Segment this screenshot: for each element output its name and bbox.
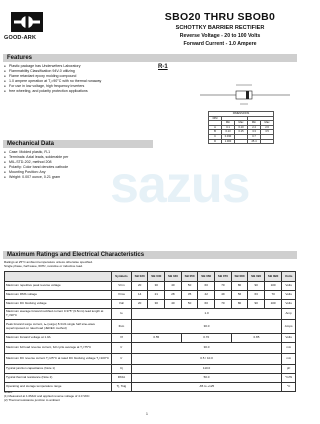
table-row: [5, 374, 296, 383]
table-cell: 70: [264, 291, 281, 300]
row-symbol: Vf: [112, 334, 132, 343]
ratings-header-bar: [3, 251, 297, 259]
row-symbol: Ifsm: [112, 320, 132, 334]
table-cell: 60: [198, 282, 215, 291]
table-header-cell: SB 060: [198, 272, 215, 282]
dim-cell: Min: [222, 121, 235, 126]
dim-cell: 25.4: [248, 139, 261, 144]
table-header-row: [5, 272, 296, 282]
dim-title: DIMENSIONS: [209, 112, 274, 117]
table-cell: 14: [131, 291, 148, 300]
dimension-table: [208, 111, 274, 144]
table-cell: 20: [131, 300, 148, 309]
table-cell: 100: [264, 300, 281, 309]
page-title: SBO20 THRU SBOB0: [164, 11, 276, 23]
row-symbol: Vrrm: [112, 282, 132, 291]
feature-item: ● free wheeling, and polarity protection applications: [4, 89, 144, 94]
table-header-cell: SB 020: [131, 272, 148, 282]
footnotes-title: Notes:: [4, 390, 13, 394]
row-unit: Amp: [282, 309, 296, 320]
table-cell: 0.85: [231, 334, 282, 343]
dim-cell: 0.15: [235, 130, 248, 135]
table-row: [5, 320, 296, 334]
table-cell: 80: [231, 282, 248, 291]
footnote-2: (2) Thermal resistance junction to ambient: [4, 398, 60, 403]
table-cell: 50: [181, 300, 198, 309]
dim-cell: DIM: [209, 116, 222, 121]
forward-current-spec: Forward Current - 1.0 Ampere: [183, 41, 257, 47]
ratings-table: [4, 271, 296, 392]
dim-cell: 0.13: [222, 130, 235, 135]
table-cell: 80: [231, 300, 248, 309]
dim-cell: 2.6: [261, 125, 274, 130]
row-label: Operating and storage temperature range: [5, 383, 112, 392]
table-cell: 28: [165, 291, 182, 300]
reverse-voltage-spec: Reverse Voltage - 20 to 100 Volts: [179, 33, 261, 39]
row-label: Typical junction capacitance (Note 1): [5, 365, 112, 374]
table-header-cell: SB 050: [181, 272, 198, 282]
row-label: Maximum average forward rectified current 0.375" (9.5mm) lead length at T⁁=90°C: [5, 309, 112, 320]
row-unit: Volts: [282, 300, 296, 309]
footnotes: [4, 390, 90, 403]
table-cell: 49: [215, 291, 232, 300]
table-cell: 70: [215, 282, 232, 291]
page-subtitle: SCHOTTKY BARRIER RECTIFIER: [175, 25, 265, 31]
dim-cell: 1.000: [222, 139, 235, 144]
table-cell: 35: [181, 291, 198, 300]
mechanical-item: ● Mounting Position: Any: [4, 170, 154, 175]
row-unit: mA: [282, 354, 296, 365]
table-header-cell: Symbols: [112, 272, 132, 282]
dim-cell: B: [209, 130, 222, 135]
dim-cell: [235, 139, 248, 144]
row-label: Maximum RMS voltage: [5, 291, 112, 300]
dim-cell: Min: [248, 121, 261, 126]
dim-cell: D: [209, 139, 222, 144]
table-cell: 21: [148, 291, 165, 300]
package-label: R-1: [158, 64, 168, 70]
diode-outline-drawing: [200, 80, 290, 110]
dim-cell: [261, 139, 274, 144]
row-unit: pF: [282, 365, 296, 374]
company-logo: [11, 12, 43, 32]
row-unit: Amps: [282, 320, 296, 334]
watermark: sazus: [110, 156, 250, 214]
table-cell: 63: [248, 291, 265, 300]
dim-cell: 0.1: [222, 125, 235, 130]
row-label: Maximum DC blocking voltage: [5, 300, 112, 309]
table-cell: 30: [148, 282, 165, 291]
table-cell: 100: [264, 282, 281, 291]
ratings-note-2: Single phase, half wave, 60Hz, resistive or inductive load.: [4, 264, 83, 268]
feature-item: ● 1.0 ampere operation at T⁁=90°C with no thermal runaway: [4, 79, 144, 84]
table-cell: 110.0: [131, 365, 281, 374]
row-symbol: Vrms: [112, 291, 132, 300]
table-cell: 30: [148, 300, 165, 309]
row-unit: Volts: [282, 291, 296, 300]
row-unit: Volts: [282, 334, 296, 343]
table-cell: 40: [165, 300, 182, 309]
row-symbol: Ir: [112, 354, 132, 365]
row-unit: °C: [282, 383, 296, 392]
ratings-heading: Maximum Ratings and Electrical Characteristics: [7, 252, 145, 258]
dim-cell: Max: [235, 121, 248, 126]
ratings-note-1: Ratings at 25°C ambient temperature unless otherwise specified.: [4, 260, 93, 264]
page-number: 1: [146, 412, 148, 416]
table-cell: 90: [248, 282, 265, 291]
row-unit: mA: [282, 343, 296, 354]
mechanical-item: ● MIL-STD-202, method 208: [4, 160, 154, 165]
row-label: Maximum repetitive peak reverse voltage: [5, 282, 112, 291]
mechanical-item: ● Case: Molded plastic, R-1: [4, 150, 154, 155]
table-cell: 56: [231, 291, 248, 300]
dim-cell: 0.030: [222, 134, 235, 139]
row-label: Maximum full load reverse current, full cycle average at T⁁=75°C: [5, 343, 112, 354]
table-cell: 60: [198, 300, 215, 309]
table-header-cell: SB 090: [248, 272, 265, 282]
row-symbol: Io: [112, 309, 132, 320]
features-heading: Features: [7, 55, 33, 61]
feature-item: ● Flame retardant epoxy molding compound: [4, 74, 144, 79]
table-cell: 42: [198, 291, 215, 300]
table-row: [5, 309, 296, 320]
table-cell: -65 to +125: [131, 383, 281, 392]
table-cell: 90: [248, 300, 265, 309]
table-row: [5, 334, 296, 343]
table-header-cell: SB 030: [148, 272, 165, 282]
dim-cell: 3.5: [261, 130, 274, 135]
row-symbol: Vdc: [112, 300, 132, 309]
footnote-1: (1) Measured at 1.0MHz and applied reverse voltage of 4.0 VDC: [4, 394, 90, 399]
table-cell: 0.70: [181, 334, 231, 343]
table-header-cell: SB 0B0: [264, 272, 281, 282]
table-cell: 0.55: [131, 334, 181, 343]
mechanical-item: ● Polarity: Color band denotes cathode: [4, 165, 154, 170]
table-cell: 50: [181, 282, 198, 291]
table-cell: 20: [131, 282, 148, 291]
feature-item: ● For use in low voltage, high frequency inverters: [4, 84, 144, 89]
dim-cell: A: [209, 125, 222, 130]
row-label: Maximum DC reverse current T⁁=25°C at rated DC blocking voltage T⁁=100°C: [5, 354, 112, 365]
row-label: Maximum forward voltage at 1.0A: [5, 334, 112, 343]
mechanical-item: ● Weight: 0.007 ounce, 0.21 gram: [4, 175, 154, 180]
mechanical-header-bar: [3, 140, 153, 148]
table-cell: 30.0: [131, 343, 281, 354]
table-cell: 40: [165, 282, 182, 291]
feature-item: ● Flammability Classification 94V-0 utilizing: [4, 69, 144, 74]
table-header-cell: SB 040: [165, 272, 182, 282]
table-header-cell: Units: [282, 272, 296, 282]
feature-item: ● Plastic package has Underwriters Laboratory: [4, 64, 144, 69]
table-header-cell: SB 080: [231, 272, 248, 282]
dim-cell: 2.4: [248, 125, 261, 130]
row-symbol: Ir: [112, 343, 132, 354]
features-header-bar: [3, 54, 297, 62]
table-row: [5, 291, 296, 300]
dim-cell: Max: [261, 121, 274, 126]
dim-cell: C: [209, 134, 222, 139]
row-label: Peak forward surge current, Iₘ (surge) 8.3mS single half sine-wave superimposed on rated load (JEDEC method): [5, 320, 112, 334]
table-header-cell: [5, 272, 112, 282]
table-header-cell: SB 070: [215, 272, 232, 282]
row-symbol: Cj: [112, 365, 132, 374]
table-cell: 30.0: [131, 320, 281, 334]
table-row: [5, 300, 296, 309]
dim-cell: 0.7: [248, 134, 261, 139]
mechanical-list: [4, 150, 154, 180]
mechanical-heading: Mechanical Data: [7, 141, 55, 147]
table-cell: 50.0: [131, 374, 281, 383]
table-cell: 70: [215, 300, 232, 309]
dim-cell: 0.10: [235, 125, 248, 130]
row-label: Typical thermal resistance (Note 2): [5, 374, 112, 383]
dim-cell: 3.3: [248, 130, 261, 135]
features-list: [4, 64, 144, 94]
row-symbol: Tj, Tstg: [112, 383, 132, 392]
mechanical-item: ● Terminals: Axial leads, solderable per: [4, 155, 154, 160]
logo-text: GOOD-ARK: [4, 35, 37, 41]
table-cell: 0.5 / 10.0: [131, 354, 281, 365]
table-row: [5, 282, 296, 291]
table-row: [5, 354, 296, 365]
table-cell: 1.0: [131, 309, 281, 320]
row-symbol: RθJA: [112, 374, 132, 383]
table-row: [5, 343, 296, 354]
table-row: [5, 365, 296, 374]
row-unit: Volts: [282, 282, 296, 291]
row-unit: °C/W: [282, 374, 296, 383]
